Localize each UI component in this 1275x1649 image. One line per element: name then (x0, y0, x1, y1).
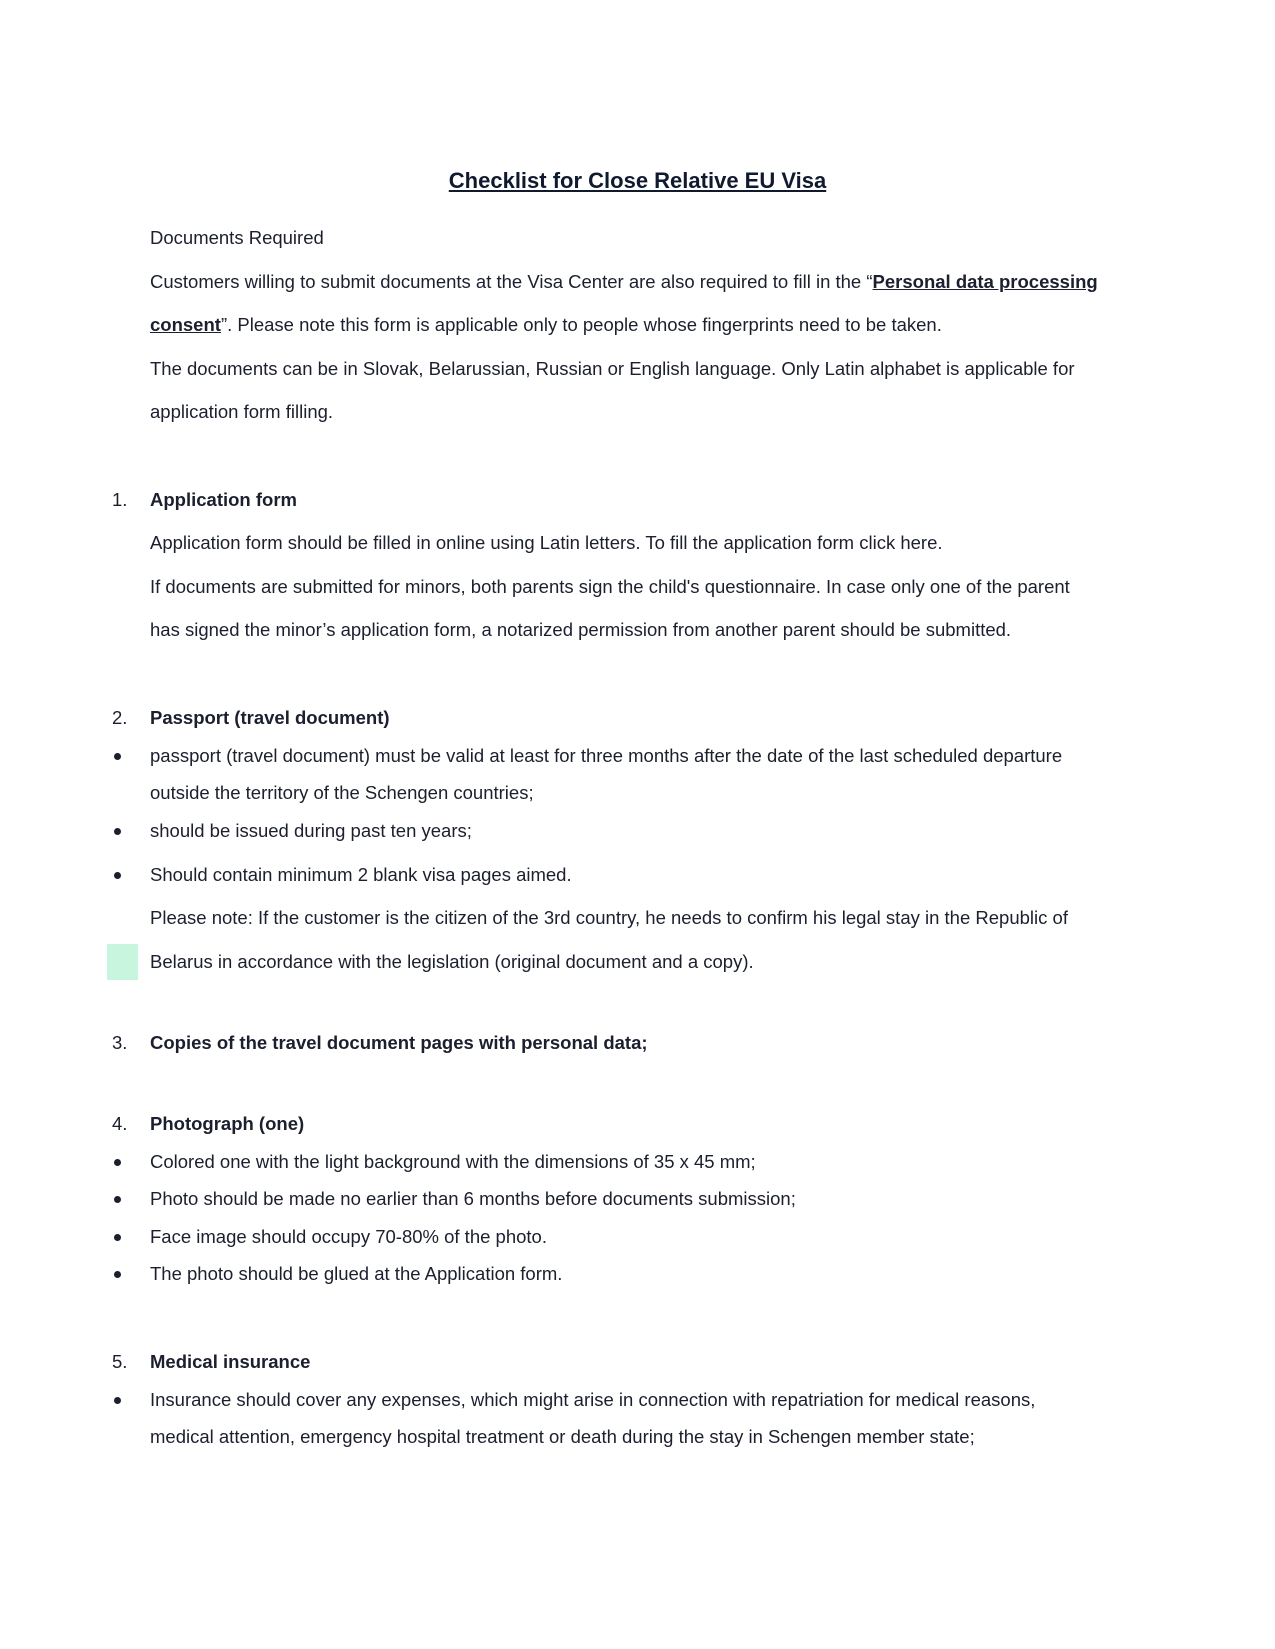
consent-link[interactable]: Personal data processing (872, 271, 1098, 292)
bullet-icon (114, 1196, 121, 1203)
bullet-icon (114, 828, 121, 835)
language-note-line-2: application form filling. (150, 401, 334, 422)
section-3-number: 3. (112, 1032, 128, 1053)
bullet-icon (114, 1271, 121, 1278)
section-5-bullet-1-line-2: medical attention, emergency hospital treatment or death during the stay in Schengen member state; (150, 1426, 975, 1447)
consent-paragraph-line-1 (150, 270, 1098, 294)
consent-text-pre: Customers willing to submit documents at the Visa Center are also required to fill in the “ (150, 271, 873, 292)
section-1-heading: Application form (150, 489, 297, 510)
bullet-icon (114, 753, 121, 760)
consent-paragraph-line-2 (150, 313, 942, 337)
section-5-number: 5. (112, 1351, 128, 1372)
section-4-number: 4. (112, 1113, 128, 1134)
section-2-bullet-1-line-1: passport (travel document) must be valid at least for three months after the date of the last scheduled departure (150, 745, 1063, 766)
highlight-marker (107, 944, 138, 980)
section-1-text-line-2: If documents are submitted for minors, both parents sign the child's questionnaire. In case only one of the parent (150, 576, 1070, 597)
section-2-note-line-1: Please note: If the customer is the citizen of the 3rd country, he needs to confirm his legal stay in the Republic of (150, 907, 1068, 928)
section-2-bullet-1-line-2: outside the territory of the Schengen countries; (150, 782, 534, 803)
language-note-line-1: The documents can be in Slovak, Belarussian, Russian or English language. Only Latin alphabet is applicable for (150, 358, 1075, 379)
page-title: Checklist for Close Relative EU Visa (448, 168, 827, 193)
section-2-number: 2. (112, 707, 128, 728)
section-1-text-line-1: Application form should be filled in online using Latin letters. To fill the application form click here. (150, 532, 943, 553)
section-4-heading: Photograph (one) (150, 1113, 305, 1134)
section-2-bullet-3: Should contain minimum 2 blank visa pages aimed. (150, 864, 572, 885)
consent-link-continued[interactable]: consent (150, 314, 221, 335)
section-2-bullet-2: should be issued during past ten years; (150, 820, 472, 841)
section-4-bullet-4: The photo should be glued at the Application form. (150, 1263, 563, 1284)
section-5-bullet-1-line-1: Insurance should cover any expenses, which might arise in connection with repatriation for medical reasons, (150, 1389, 1036, 1410)
bullet-icon (114, 1234, 121, 1241)
section-4-bullet-3: Face image should occupy 70-80% of the photo. (150, 1226, 547, 1247)
section-1-text-line-3: has signed the minor’s application form, a notarized permission from another parent should be submitted. (150, 619, 1012, 640)
section-5-heading: Medical insurance (150, 1351, 311, 1372)
section-4-bullet-2: Photo should be made no earlier than 6 months before documents submission; (150, 1188, 796, 1209)
section-4-bullet-1: Colored one with the light background with the dimensions of 35 x 45 mm; (150, 1151, 756, 1172)
bullet-icon (114, 872, 121, 879)
bullet-icon (114, 1397, 121, 1404)
consent-text-post: ”. Please note this form is applicable only to people whose fingerprints need to be taken. (220, 314, 942, 335)
section-3-heading: Copies of the travel document pages with personal data; (150, 1032, 648, 1053)
section-2-heading: Passport (travel document) (150, 707, 390, 728)
documents-required-label: Documents Required (150, 227, 324, 248)
section-2-note-line-2: Belarus in accordance with the legislation (original document and a copy). (150, 951, 754, 972)
bullet-icon (114, 1159, 121, 1166)
section-1-number: 1. (112, 489, 128, 510)
